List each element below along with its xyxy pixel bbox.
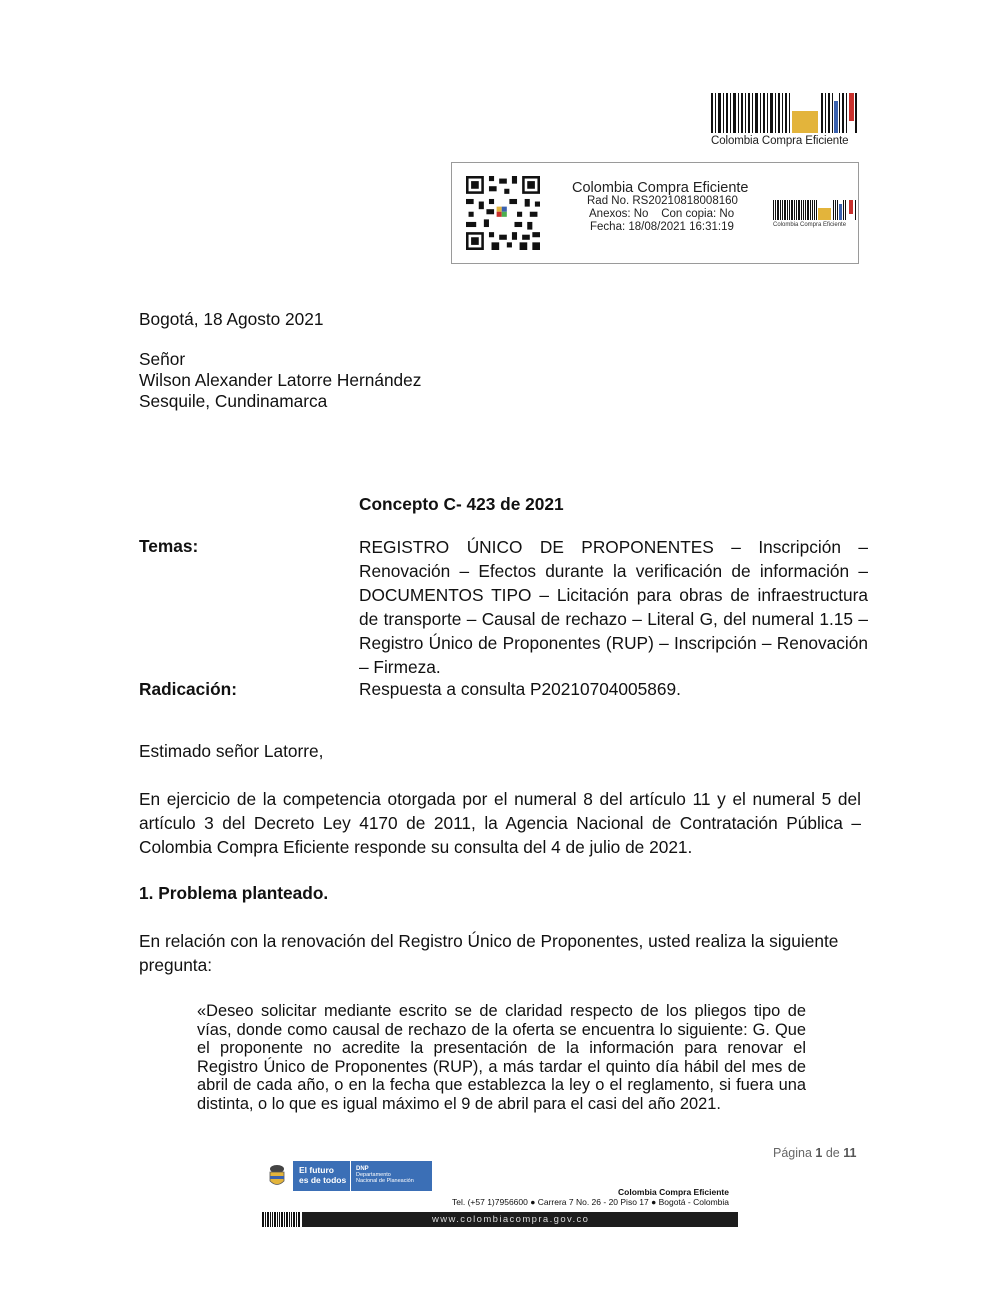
radicacion-text: Respuesta a consulta P20210704005869. <box>359 679 681 699</box>
footer-organization: Colombia Compra Eficiente <box>618 1187 729 1197</box>
stamp-rad-no: Rad No. RS20210818008160 <box>587 195 738 207</box>
radicado-stamp <box>451 162 859 264</box>
recipient-location: Sesquile, Cundinamarca <box>139 391 328 411</box>
page-number <box>773 1146 856 1160</box>
recipient-block <box>139 348 421 411</box>
footer-government-badge <box>262 1161 432 1191</box>
el-futuro-badge <box>293 1161 350 1191</box>
logo-text: Colombia Compra Eficiente <box>711 135 849 147</box>
concept-title: Concepto C- 423 de 2021 <box>359 494 564 514</box>
page-current: 1 <box>815 1146 823 1160</box>
paragraph-competencia: En ejercicio de la competencia otorgada por el numeral 8 del artículo 11 y el numeral 5 del artículo 3 del Decreto Ley 4170 de 2011, la Agencia Nacional de Contratación Pública – Colombia Compra Eficiente responde su consulta del 4 de julio de 2021. <box>139 789 861 857</box>
quoted-question: «Deseo solicitar mediante escrito se de claridad respecto de los pliegos tipo de vías, donde como causal de rechazo de la oferta se encuentra lo siguiente: G. Que el proponente no acredite la presentación de la información para renovar el Registro Único de Proponentes (RUP), a más tardar el quinto día hábil del mes de abril de cada año, o en la fecha que establezca la ley o el reglamento, si fuera una distinta, o lo que es igual máximo el 9 de abril para el casi del año 2021. <box>197 1002 806 1113</box>
footer-address: Tel. (+57 1)7956600 ● Carrera 7 No. 26 - 20 Piso 17 ● Bogotá - Colombia <box>452 1197 729 1207</box>
stamp-anexos: Anexos: No Con copia: No <box>589 208 735 220</box>
page-label: Página <box>773 1146 812 1160</box>
radicacion-label: Radicación: <box>139 679 237 699</box>
badge-line-2: es de todos <box>299 1174 347 1185</box>
dnp-line-1: DNP <box>356 1166 369 1172</box>
letter-date: Bogotá, 18 Agosto 2021 <box>139 309 324 329</box>
dnp-line-3: Nacional de Planeación <box>356 1178 414 1184</box>
footer-bar <box>262 1212 738 1227</box>
colombia-compra-logo <box>711 93 861 151</box>
footer-barcode-icon <box>262 1212 300 1227</box>
paragraph-pregunta: En relación con la renovación del Registro Único de Proponentes, usted realiza la siguiente pregunta: <box>139 931 839 975</box>
badge-line-1: El futuro <box>299 1165 334 1175</box>
dnp-line-2: Departamento <box>356 1172 391 1178</box>
barcode-logo-icon <box>711 93 857 133</box>
page-total: 11 <box>843 1146 857 1160</box>
greeting: Estimado señor Latorre, <box>139 741 324 761</box>
stamp-mini-logo <box>773 200 857 234</box>
coat-of-arms-icon <box>262 1161 292 1191</box>
stamp-fecha: Fecha: 18/08/2021 16:31:19 <box>590 221 734 233</box>
section-title-problema: 1. Problema planteado. <box>139 883 329 903</box>
dnp-badge <box>351 1161 432 1191</box>
footer-website-link[interactable]: www.colombiacompra.gov.co <box>432 1214 590 1225</box>
recipient-salutation: Señor <box>139 349 186 369</box>
qr-code-icon <box>466 176 540 250</box>
temas-text: REGISTRO ÚNICO DE PROPONENTES – Inscripción – Renovación – Efectos durante la verificación de información – DOCUMENTOS TIPO – Licitación para obras de infraestructura de transporte – Causal de rechazo – Literal G, del numeral 1.15 – Registro Único de Proponentes (RUP) – Inscripción – Renovación – Firmeza. <box>359 537 868 677</box>
page-of: de <box>825 1146 840 1160</box>
mini-logo-text: Colombia Compra Eficiente <box>773 222 847 228</box>
recipient-name: Wilson Alexander Latorre Hernández <box>139 370 422 390</box>
temas-label: Temas: <box>139 536 199 556</box>
mini-barcode-icon <box>773 200 857 220</box>
stamp-organization: Colombia Compra Eficiente <box>572 180 749 196</box>
